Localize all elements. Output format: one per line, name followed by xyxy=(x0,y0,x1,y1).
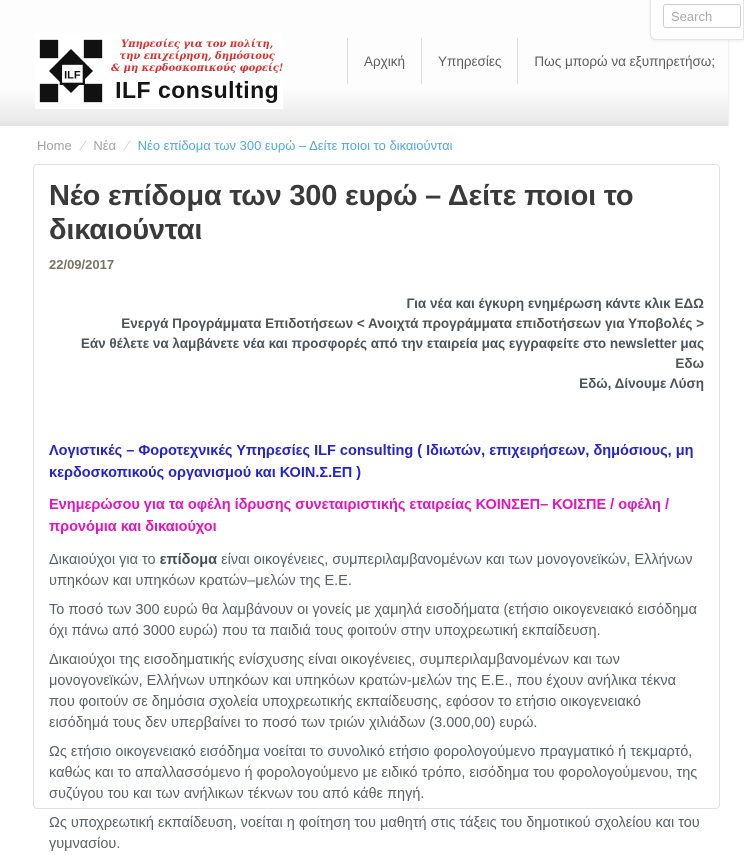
link-koinsep-benefits[interactable]: Ενημερώσου για τα οφέλη ίδρυσης συνεταιριστικής εταιρείας ΚΟΙΝΣΕΠ– ΚΟΙΣΠΕ / οφέλη / προνόμια και δικαιούχοι xyxy=(49,497,669,535)
article-paragraph-beneficiaries: Δικαιούχοι για το επίδομα είναι οικογένειες, συμπεριλαμβανομένων και των μονογονεϊκών, Ελλήνων υπηκόων και υπηκόων κρατών–μελών της Ε.Ε. xyxy=(49,552,693,589)
article-title: Νέο επίδομα των 300 ευρώ – Δείτε ποιοι το δικαιούνται xyxy=(49,180,634,246)
breadcrumb-current-page: Νέο επίδομα των 300 ευρώ – Δείτε ποιοι το δικαιούνται xyxy=(137,137,453,153)
link-accounting-services[interactable]: Λογιστικές – Φοροτεχνικές Υπηρεσίες ILF consulting ( Ιδιωτών, επιχειρήσεων, δημόσιους, μη κερδοσκοπικούς οργανισμού και ΚΟΙΝ.Σ.ΕΠ ) xyxy=(49,443,694,481)
promo-line-we-give-solution[interactable]: Εδώ, Δίνουμε Λύση xyxy=(579,376,704,391)
logo-tagline: Υπηρεσίες για τον πολίτη, την επιχείρηση, δημόσιους & μη κερδοσκοπικούς φορείς! xyxy=(111,39,284,74)
breadcrumb-separator: / xyxy=(123,137,131,153)
nav-item-how-can-i-serve[interactable]: Πως μπορώ να εξυπηρετήσω; xyxy=(517,38,731,84)
breadcrumb-separator: / xyxy=(79,137,86,153)
promo-line-news-click-here[interactable]: Για νέα και έγκυρη ενημέρωση κάντε κλικ ΕΔΩ xyxy=(406,296,704,311)
nav-item-home[interactable]: Αρχική xyxy=(347,38,421,84)
nav-item-services[interactable]: Υπηρεσίες xyxy=(421,38,517,84)
breadcrumb-section-nea[interactable]: Νέα xyxy=(93,137,117,153)
article-paragraph-eligibility-details: Δικαιούχοι της εισοδηματικής ενίσχυσης είναι οικογένειες, συμπεριλαμβανομένων και των μονογονεϊκών, Ελλήνων υπηκόων και υπηκόων κρατών-μελών της Ε.Ε., που έχουν ανήλικα τέκνα που φοιτούν σε δημόσια σχολεία υποχρεωτικής εκπαίδευσης, εφόσον το ετήσιο οικογενειακό εισόδημά τους δεν υπερβαίνει το ποσό των τριών χιλιάδων (3.000,00) ευρώ. xyxy=(49,652,676,731)
main-nav xyxy=(347,38,731,84)
promo-line-active-subsidy-programs[interactable]: Ενεργά Προγράμματα Επιδοτήσεων < Ανοιχτά προγράμματα επιδοτήσεων για Υποβολές > xyxy=(121,316,704,331)
breadcrumb xyxy=(0,126,728,164)
site-logo[interactable] xyxy=(35,33,283,109)
promo-line-newsletter-signup[interactable]: Εάν θέλετε να λαμβάνετε νέα και προσφορές από την εταιρεία μας εγγραφείτε στο newsletter μας Εδω xyxy=(80,336,704,371)
search-box xyxy=(650,0,744,40)
article-paragraph-amount: Το ποσό των 300 ευρώ θα λαμβάνουν οι γονείς με χαμηλά εισοδήματα (ετήσιο οικογενειακό εισόδημα όχι πάνω από 3000 ευρώ) που τα παιδιά τους φοιτούν στην υποχρεωτική εκπαίδευση. xyxy=(49,602,698,639)
svg-text:ILF: ILF xyxy=(64,69,81,82)
promo-block xyxy=(49,294,704,394)
bold-keyword-benefit: επίδομα xyxy=(159,552,218,568)
article-paragraph-income-definition: Ως ετήσιο οικογενειακό εισόδημα νοείται το συνολικό ετήσιο φορολογούμενο πραγματικό ή τεκμαρτό, καθώς και το απαλλασσόμενο ή φορολογούμενο με ειδικό τρόπο, εισόδημα του φορολογούμενου, της συζύγου του και των ανήλικων τέκνων του από κάθε πηγή. xyxy=(49,744,698,802)
search-input[interactable] xyxy=(663,4,741,28)
article-paragraph-education-definition: Ως υποχρεωτική εκπαίδευση, νοείται η φοίτηση του μαθητή στις τάξεις του δημοτικού σχολείου και του γυμνασίου. xyxy=(49,815,700,852)
article-body xyxy=(49,550,704,855)
logo-text-block xyxy=(111,39,283,103)
site-header xyxy=(0,0,728,126)
article-date: 22/09/2017 xyxy=(49,257,115,272)
article-card xyxy=(33,164,720,852)
ilf-logo-icon xyxy=(38,38,104,104)
breadcrumb-home[interactable]: Home xyxy=(37,137,72,153)
logo-brand-name: ILF consulting xyxy=(115,77,280,103)
